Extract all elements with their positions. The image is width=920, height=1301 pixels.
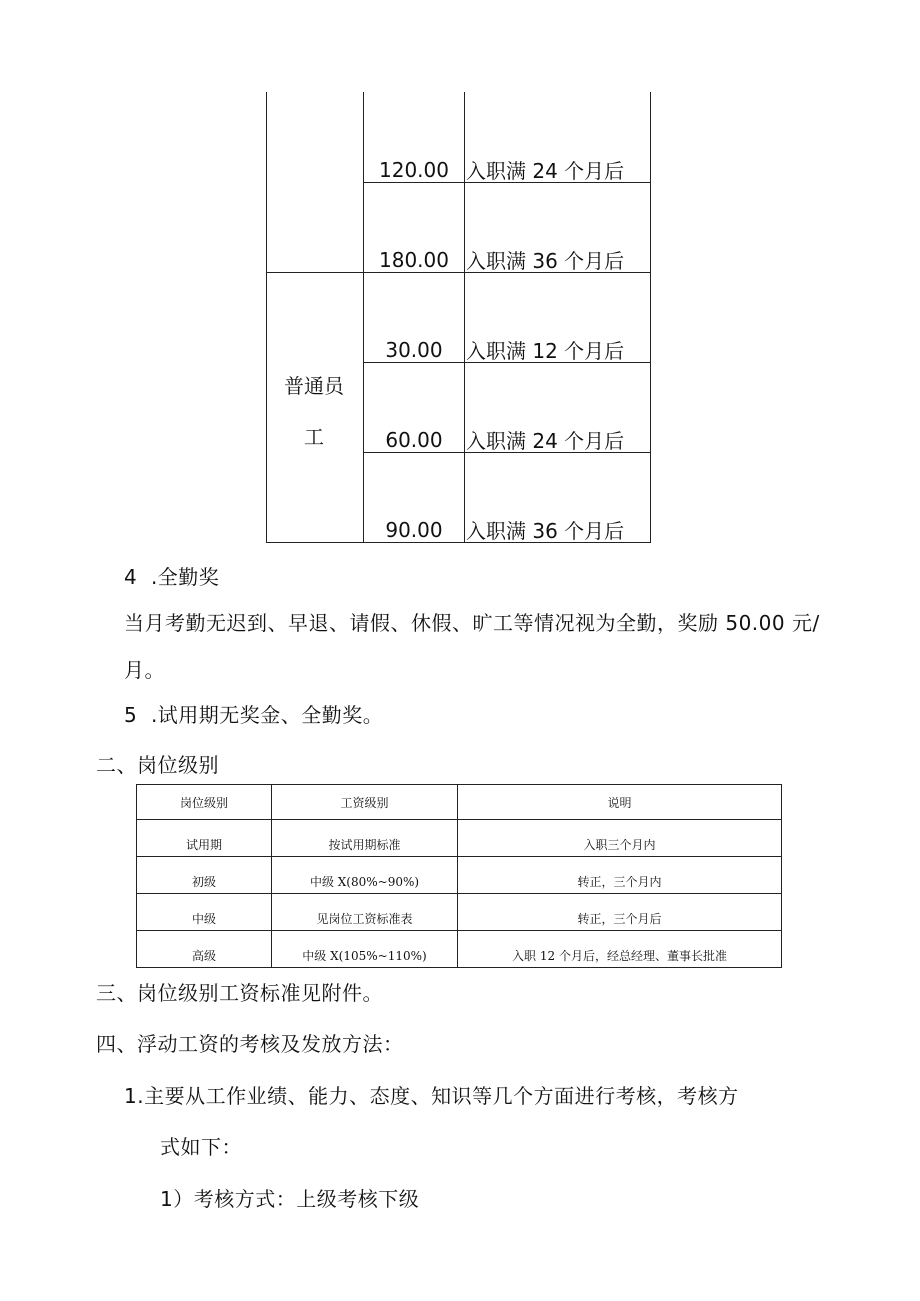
item1-line2: 式如下： <box>160 1135 242 1159</box>
item4-body-line1: 当月考勤无迟到、早退、请假、休假、旷工等情况视为全勤，奖励 50.00 元/ <box>124 611 820 635</box>
note-cell: 入职满 36 个月后 <box>466 519 625 543</box>
sub-item1: 1）考核方式：上级考核下级 <box>160 1187 420 1211</box>
level-cell: 中级 <box>137 894 272 931</box>
amount-cell: 60.00 <box>385 428 443 452</box>
salary-cell: 见岗位工资标准表 <box>272 894 458 931</box>
note-cell: 入职满 24 个月后 <box>466 159 625 183</box>
table-border-right <box>650 92 651 543</box>
level-cell: 初级 <box>137 857 272 894</box>
amount-cell: 120.00 <box>379 158 449 182</box>
header-cell: 岗位级别 <box>137 785 272 820</box>
amount-cell: 30.00 <box>385 338 443 362</box>
table-border-left <box>266 92 267 543</box>
heading-job-levels: 二、岗位级别 <box>96 753 219 777</box>
desc-cell: 转正，三个月后 <box>458 894 782 931</box>
note-cell: 入职满 24 个月后 <box>466 429 625 453</box>
amount-cell: 90.00 <box>385 518 443 542</box>
header-cell: 工资级别 <box>272 785 458 820</box>
desc-cell: 转正，三个月内 <box>458 857 782 894</box>
table-divider-1 <box>363 92 364 543</box>
table-row <box>137 820 782 857</box>
group-label-line1: 普通员 <box>284 374 344 398</box>
amount-cell: 180.00 <box>379 248 449 272</box>
note-cell: 入职满 36 个月后 <box>466 249 625 273</box>
salary-cell: 中级 X(80%~90%) <box>272 857 458 894</box>
table-divider-2 <box>464 92 465 543</box>
note-cell: 入职满 12 个月后 <box>466 339 625 363</box>
table-row <box>137 857 782 894</box>
header-cell: 说明 <box>458 785 782 820</box>
group-label-line2: 工 <box>304 425 324 449</box>
salary-cell: 中级 X(105%~110%) <box>272 931 458 968</box>
table-header-row <box>137 785 782 820</box>
item4-body-line2: 月。 <box>124 658 165 682</box>
salary-cell: 按试用期标准 <box>272 820 458 857</box>
desc-cell: 入职 12 个月后，经总经理、董事长批准 <box>458 931 782 968</box>
seniority-allowance-table <box>266 92 651 543</box>
heading-floating-salary: 四、浮动工资的考核及发放方法： <box>96 1032 404 1056</box>
job-level-table <box>136 784 782 968</box>
item5: 5 .试用期无奖金、全勤奖。 <box>124 703 384 727</box>
item4-title: 4 .全勤奖 <box>124 565 220 589</box>
level-cell: 高级 <box>137 931 272 968</box>
table-row <box>137 894 782 931</box>
heading-salary-standard: 三、岗位级别工资标准见附件。 <box>96 981 383 1005</box>
table-row <box>137 931 782 968</box>
item1-line1: 1.主要从工作业绩、能力、态度、知识等几个方面进行考核，考核方 <box>124 1084 739 1108</box>
level-cell: 试用期 <box>137 820 272 857</box>
desc-cell: 入职三个月内 <box>458 820 782 857</box>
